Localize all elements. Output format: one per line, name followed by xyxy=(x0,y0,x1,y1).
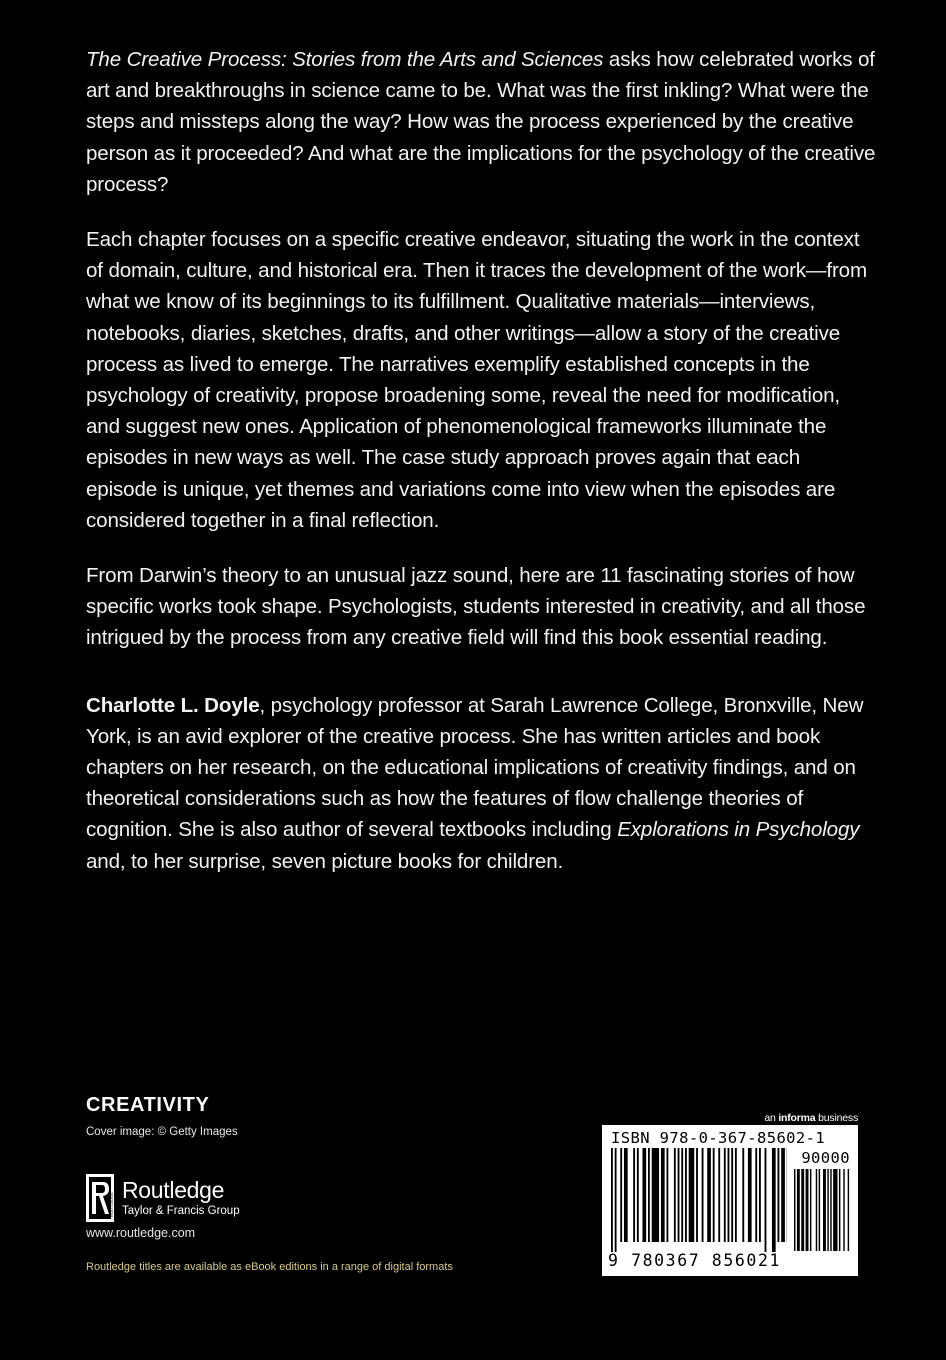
barcode-bar xyxy=(707,1148,711,1242)
barcode-bar xyxy=(830,1169,831,1251)
isbn-label: ISBN 978-0-367-85602-1 xyxy=(611,1129,826,1147)
barcode-bar xyxy=(819,1169,820,1251)
barcode-bar xyxy=(801,1169,804,1251)
barcode-bar xyxy=(661,1148,665,1242)
barcode-bar xyxy=(772,1148,776,1252)
publisher-group: Taylor & Francis Group xyxy=(122,1205,240,1217)
barcode-bar xyxy=(806,1169,809,1251)
barcode-bar xyxy=(718,1148,720,1242)
ean-barcode-bars xyxy=(611,1148,787,1252)
barcode-bar xyxy=(742,1148,744,1242)
barcode-bar xyxy=(797,1169,800,1251)
barcode-bar xyxy=(678,1148,680,1242)
barcode-bar xyxy=(611,1148,613,1252)
barcode-bar xyxy=(794,1169,795,1251)
barcode-bar xyxy=(648,1148,650,1242)
barcode-bar xyxy=(735,1148,737,1242)
author-textbook-title: Explorations in Psychology xyxy=(617,818,860,842)
addon-barcode-bars xyxy=(794,1169,850,1251)
barcode-bar xyxy=(810,1169,811,1251)
author-name: Charlotte L. Doyle xyxy=(86,693,260,717)
barcode-bar xyxy=(637,1148,639,1242)
barcode-bar xyxy=(759,1148,761,1242)
cover-image-credit: Cover image: © Getty Images xyxy=(86,1126,238,1138)
subject-category: CREATIVITY xyxy=(86,1094,210,1116)
ebook-availability-note: Routledge titles are available as eBook editions in a range of digital formats xyxy=(86,1261,453,1273)
barcode-bar xyxy=(816,1169,817,1251)
barcode-bar xyxy=(748,1148,752,1242)
barcode-bar xyxy=(702,1148,704,1242)
blurb-paragraph-1-text: asks how celebrated works of art and breakthroughs in science came to be. What was the first inkling? What were the steps and missteps along the way? How was the process experienced by the creative person as it proceeded? And what are the implications for the psychology of the creative process? xyxy=(86,48,876,196)
barcode-bar xyxy=(633,1148,635,1242)
barcode-bar xyxy=(642,1148,646,1242)
author-bio-text: , psychology professor at Sarah Lawrence College, Bronxville, New York, is an avid explorer of the creative process. She has written articles and book chapters on her research, on the educational implications of creativity findings, and on theoretical considerations such as how the features of flow challenge theories of cognition. She is also author of several textbooks including xyxy=(86,693,864,842)
barcode-bar xyxy=(696,1148,698,1242)
barcode-bar xyxy=(681,1148,683,1242)
barcode-bar xyxy=(728,1148,730,1242)
barcode-bar xyxy=(620,1148,622,1242)
barcode-bar xyxy=(781,1148,785,1242)
blurb-paragraph-2: Each chapter focuses on a specific creative endeavor, situating the work in the context of domain, culture, and historical era. Then it traces the development of the work—from what we know of its beginnings to its fulfillment. Qualitative materials—interviews, notebooks, diaries, sketches, drafts, and other writings—allow a story of the creative process as lived to emerge. The narratives exemplify established concepts in the psychology of creativity, propose broadening some, reveal the need for modification, and suggest new ones. Application of phenomenological frameworks illuminate the episodes in new ways as well. The case study approach proves again that each episode is unique, yet themes and variations come into view when the episodes are considered together in a final reflection. xyxy=(86,228,867,532)
book-title-italic: The Creative Process: Stories from the Arts and Sciences xyxy=(86,48,604,71)
logo-vertical-letters: ROUTLEDGE xyxy=(109,1192,114,1217)
routledge-logo xyxy=(86,1174,240,1222)
barcode-bar xyxy=(833,1169,837,1251)
routledge-r-icon xyxy=(86,1174,114,1222)
publisher-name: Routledge xyxy=(122,1177,225,1203)
barcode-bar xyxy=(765,1148,767,1252)
isbn-barcode xyxy=(602,1125,858,1276)
barcode-bar xyxy=(667,1148,669,1242)
barcode-bar xyxy=(685,1148,687,1242)
barcode-bar xyxy=(755,1148,757,1242)
barcode-bar xyxy=(713,1148,715,1242)
barcode-bar xyxy=(689,1148,695,1242)
barcode-bar xyxy=(615,1148,617,1252)
barcode-bar xyxy=(839,1169,840,1251)
publisher-website: www.routledge.com xyxy=(86,1226,196,1240)
barcode-bar xyxy=(731,1148,733,1242)
barcode-bar xyxy=(823,1169,826,1251)
barcode-bar xyxy=(724,1148,726,1242)
barcode-bar xyxy=(624,1148,628,1242)
barcode-bar xyxy=(827,1169,828,1251)
price-code: 90000 xyxy=(801,1149,850,1167)
barcode-bar xyxy=(674,1148,676,1242)
barcode-bar xyxy=(843,1169,844,1251)
author-bio xyxy=(86,690,876,877)
barcode-bar xyxy=(778,1148,780,1242)
barcode-bar xyxy=(848,1169,849,1251)
back-cover-blurb xyxy=(86,44,876,901)
informa-business-tag: an informa business xyxy=(764,1112,858,1124)
author-bio-text-end: and, to her surprise, seven picture books for children. xyxy=(86,849,564,873)
barcode-bar xyxy=(652,1148,659,1242)
blurb-paragraph-1 xyxy=(86,44,876,200)
blurb-paragraph-3: From Darwin’s theory to an unusual jazz sound, here are 11 fascinating stories of how specific works took shape. Psychologists, students interested in creativity, and all those intrigued by the process from any creative field will find this book essential reading. xyxy=(86,564,866,650)
ean-digits: 9 780367 856021 xyxy=(608,1251,782,1270)
